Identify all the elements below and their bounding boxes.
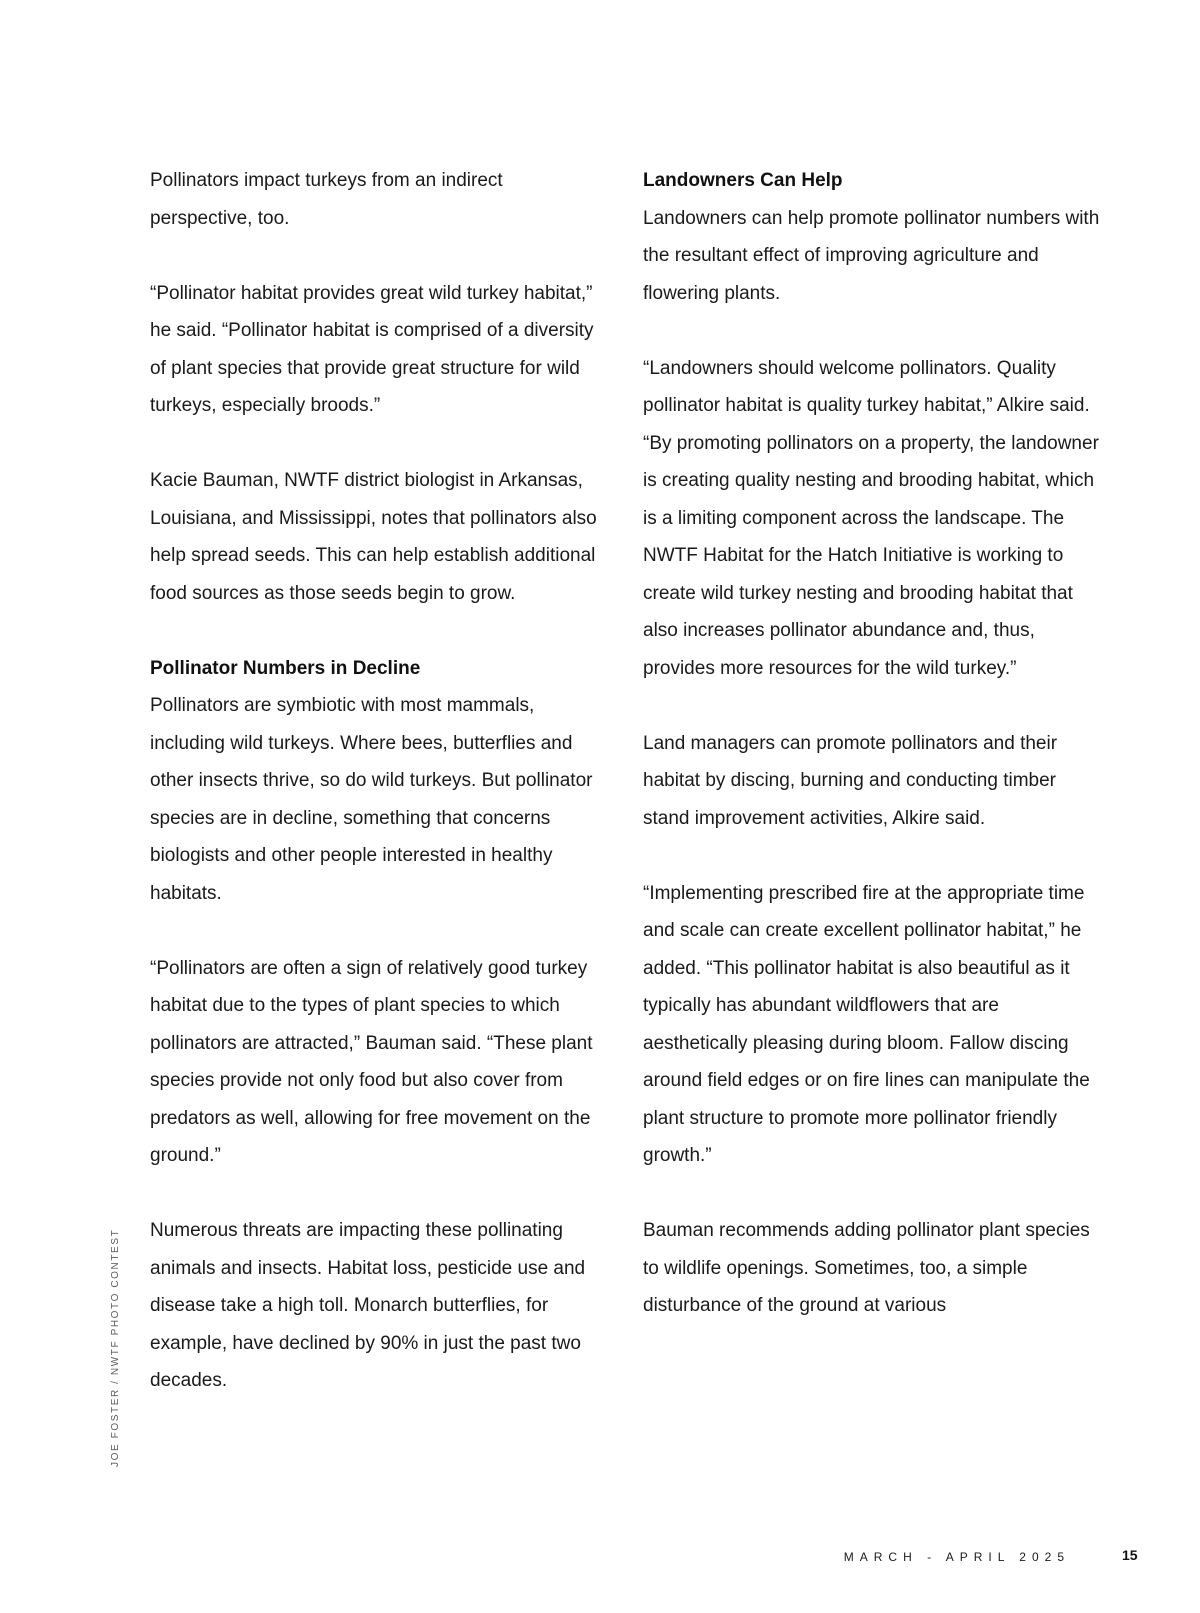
section-heading: Pollinator Numbers in Decline <box>150 657 421 679</box>
body-paragraph: Kacie Bauman, NWTF district biologist in Arkansas, Louisiana, and Mississippi, notes that pollinators also help spread seeds. This can help establish additional food sources as those seeds begin to grow. <box>150 470 597 604</box>
body-paragraph: “Pollinator habitat provides great wild turkey habitat,” he said. “Pollinator habitat is comprised of a diversity of plant species that provide great structure for wild turkeys, especially broods.” <box>150 282 594 416</box>
right-column <box>643 162 1103 1325</box>
body-paragraph: Land managers can promote pollinators and their habitat by discing, burning and conducting timber stand improvement activities, Alkire said. <box>643 732 1058 829</box>
left-column <box>150 162 600 1400</box>
body-paragraph: Pollinators are symbiotic with most mammals, including wild turkeys. Where bees, butterflies and other insects thrive, so do wild turkeys. But pollinator species are in decline, something that concerns biologists and other people interested in healthy habitats. <box>150 695 593 904</box>
body-paragraph: “Pollinators are often a sign of relatively good turkey habitat due to the types of plant species to which pollinators are attracted,” Bauman said. “These plant species provide not only food but also cover from predators as well, allowing for free movement on the ground.” <box>150 957 593 1166</box>
body-paragraph: “Landowners should welcome pollinators. Quality pollinator habitat is quality turkey habitat,” Alkire said. “By promoting pollinators on a property, the landowner is creating quality nesting and brooding habitat, which is a limiting component across the landscape. The NWTF Habitat for the Hatch Initiative is working to create wild turkey nesting and brooding habitat that also increases pollinator abundance and, thus, provides more resources for the wild turkey.” <box>643 357 1099 679</box>
photo-credit: JOE FOSTER / NWTF PHOTO CONTEST <box>110 1228 121 1467</box>
body-paragraph: Landowners can help promote pollinator numbers with the resultant effect of improving agriculture and flowering plants. <box>643 207 1100 304</box>
body-paragraph: Bauman recommends adding pollinator plant species to wildlife openings. Sometimes, too, a simple disturbance of the ground at various <box>643 1220 1090 1316</box>
page-number: 15 <box>1122 1547 1138 1563</box>
issue-date: MARCH - APRIL 2025 <box>843 1550 1070 1564</box>
body-paragraph: Numerous threats are impacting these pollinating animals and insects. Habitat loss, pesticide use and disease take a high toll. Monarch butterflies, for example, have declined by 90% in just the past two decades. <box>150 1220 586 1391</box>
body-paragraph: Pollinators impact turkeys from an indirect perspective, too. <box>150 170 503 229</box>
body-paragraph: “Implementing prescribed fire at the appropriate time and scale can create excellent pollinator habitat,” he added. “This pollinator habitat is also beautiful as it typically has abundant wildflowers that are aesthetically pleasing during bloom. Fallow discing around field edges or on fire lines can manipulate the plant structure to promote more pollinator friendly growth.” <box>643 882 1090 1166</box>
section-heading: Landowners Can Help <box>643 170 843 191</box>
